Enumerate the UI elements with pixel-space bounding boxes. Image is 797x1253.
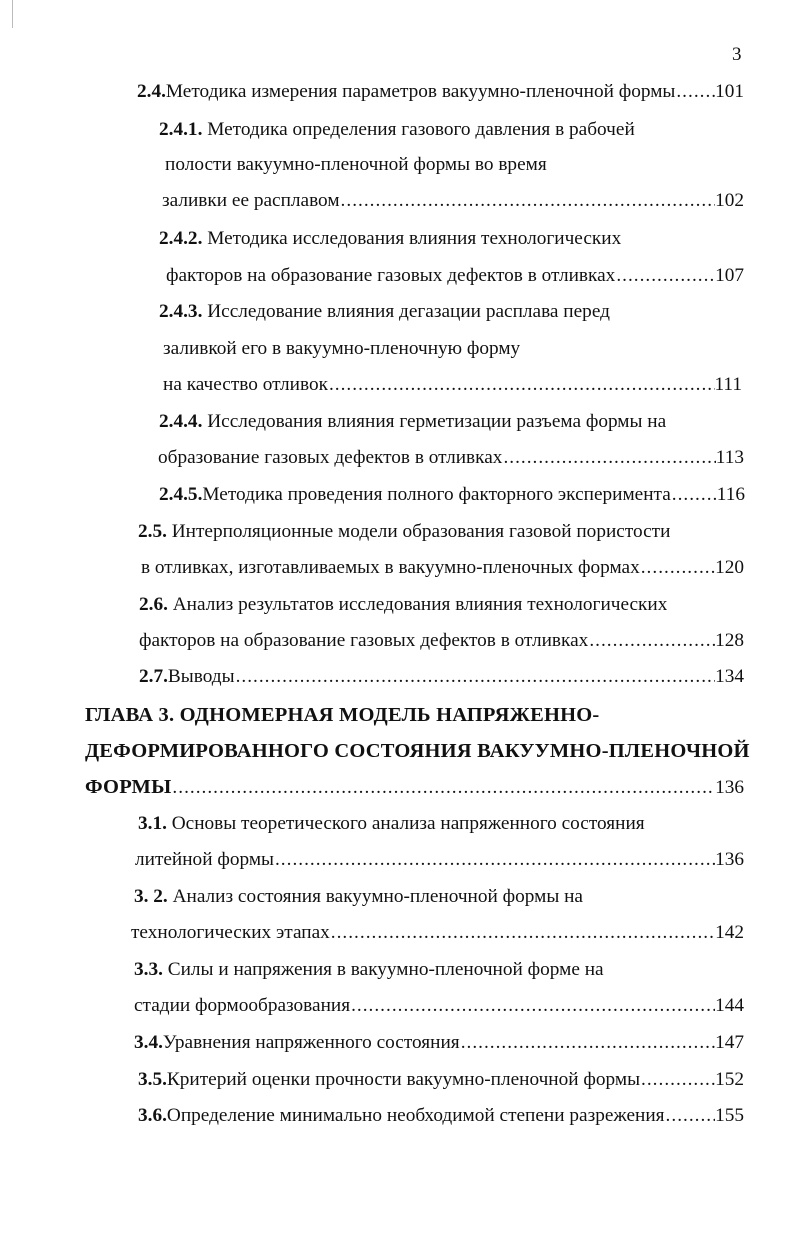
toc-entry-2-4-3-cont	[163, 337, 520, 361]
entry-number: 3.6.	[138, 1105, 167, 1126]
leader-dots	[641, 556, 715, 580]
entry-number: 2.5.	[138, 521, 167, 542]
chapter-title: ФОРМЫ	[85, 776, 172, 798]
toc-entry-2-4-1-end	[162, 189, 744, 213]
toc-entry-2-5	[138, 520, 670, 544]
entry-page: 113	[715, 447, 744, 468]
toc-entry-3-3	[134, 958, 604, 982]
toc-entry-3-5	[138, 1068, 744, 1092]
entry-title: Анализ состояния вакуумно-пленочной формы на	[167, 886, 583, 907]
entry-title: Методика проведения полного факторного эксперимента	[202, 484, 671, 505]
entry-title: стадии формообразования	[134, 995, 351, 1016]
entry-number: 3.1.	[138, 813, 167, 834]
entry-title: Исследования влияния герметизации разъема формы на	[202, 411, 667, 432]
toc-entry-2-4	[137, 80, 744, 104]
entry-title: заливкой его в вакуумно-пленочную форму	[163, 338, 521, 359]
leader-dots	[666, 1104, 716, 1128]
toc-entry-3-1	[138, 812, 645, 836]
toc-entry-3-1-end	[135, 848, 744, 872]
entry-title: технологических этапах	[131, 922, 330, 943]
toc-entry-2-4-3	[159, 300, 610, 324]
toc-entry-3-3-end	[134, 994, 744, 1018]
leader-dots	[676, 80, 715, 104]
entry-title: факторов на образование газовых дефектов в отливках	[166, 265, 616, 286]
entry-number: 2.6.	[139, 594, 168, 615]
entry-title: в отливках, изготавливаемых в вакуумно-пленочных формах	[141, 557, 640, 578]
entry-title: Методика определения газового давления в рабочей	[202, 119, 635, 140]
entry-number: 2.4.2.	[159, 228, 203, 249]
entry-title: образование газовых дефектов в отливках	[158, 447, 503, 468]
entry-title: Силы и напряжения в вакуумно-пленочной форме на	[162, 959, 604, 980]
entry-title: Интерполяционные модели образования газовой пористости	[166, 521, 671, 542]
entry-number: 3.5.	[138, 1069, 167, 1090]
chapter-title: ДЕФОРМИРОВАННОГО СОСТОЯНИЯ ВАКУУМНО-ПЛЕНОЧНОЙ	[85, 740, 750, 762]
entry-title: Основы теоретического анализа напряженного состояния	[166, 813, 645, 834]
leader-dots	[641, 1068, 715, 1092]
entry-page: 142	[715, 922, 744, 943]
entry-page: 144	[715, 995, 744, 1016]
entry-number: 2.7.	[139, 666, 168, 687]
entry-title: факторов на образование газовых дефектов в отливках	[139, 630, 589, 651]
entry-number: 2.4.	[137, 81, 166, 102]
chapter-3-heading-end	[85, 775, 744, 800]
entry-page: 152	[715, 1069, 744, 1090]
scan-edge-line	[12, 0, 13, 28]
leader-dots	[616, 264, 715, 288]
entry-page: 155	[715, 1105, 744, 1126]
toc-entry-2-6	[139, 593, 667, 617]
entry-page: 128	[715, 630, 744, 651]
leader-dots	[341, 189, 716, 213]
entry-page: 136	[715, 777, 744, 798]
toc-entry-2-5-end	[141, 556, 744, 580]
chapter-3-heading-line-2	[85, 739, 750, 763]
leader-dots	[672, 483, 717, 507]
entry-title: литейной формы	[135, 849, 274, 870]
entry-number: 2.4.3.	[159, 301, 203, 322]
chapter-title: ГЛАВА 3. ОДНОМЕРНАЯ МОДЕЛЬ НАПРЯЖЕННО-	[85, 704, 600, 726]
entry-page: 134	[715, 666, 744, 687]
toc-entry-3-6	[138, 1104, 744, 1128]
entry-number: 3.4.	[134, 1032, 163, 1053]
entry-number: 2.4.1.	[159, 119, 203, 140]
toc-entry-2-4-4	[159, 410, 666, 434]
toc-entry-2-4-2	[159, 227, 621, 251]
entry-title: Анализ результатов исследования влияния технологических	[167, 594, 668, 615]
entry-number: 3.3.	[134, 959, 163, 980]
toc-entry-3-2-end	[131, 921, 744, 945]
entry-page: 120	[715, 557, 744, 578]
entry-title: Определение минимально необходимой степени разрежения	[166, 1105, 665, 1126]
entry-page: 147	[715, 1032, 744, 1053]
entry-page: 111	[714, 374, 742, 395]
leader-dots	[503, 446, 715, 470]
toc-entry-2-4-3-end	[163, 373, 742, 397]
page-number: 3	[732, 44, 742, 65]
leader-dots	[275, 848, 715, 872]
leader-dots	[461, 1031, 715, 1055]
leader-dots	[236, 665, 716, 689]
toc-entry-2-4-1	[159, 118, 635, 142]
entry-number: 2.4.5.	[159, 484, 203, 505]
entry-title: Исследование влияния дегазации расплава перед	[202, 301, 610, 322]
entry-page: 101	[715, 81, 744, 102]
entry-title: Уравнения напряженного состояния	[162, 1032, 460, 1053]
entry-number: 3. 2.	[134, 886, 168, 907]
leader-dots	[351, 994, 715, 1018]
toc-entry-2-4-1-cont	[165, 153, 547, 177]
toc-entry-2-4-2-end	[166, 264, 744, 288]
toc-entry-2-6-end	[139, 629, 744, 653]
entry-title: полости вакуумно-пленочной формы во время	[165, 154, 547, 175]
leader-dots	[589, 629, 715, 653]
entry-title: Методика исследования влияния технологических	[202, 228, 622, 249]
entry-page: 107	[715, 265, 744, 286]
chapter-3-heading-line-1	[85, 703, 599, 727]
toc-entry-3-2	[134, 885, 583, 909]
entry-title: на качество отливок	[163, 374, 328, 395]
leader-dots	[172, 776, 715, 800]
entry-page: 102	[715, 190, 744, 211]
leader-dots	[331, 921, 715, 945]
toc-entry-3-4	[134, 1031, 744, 1055]
entry-page: 116	[716, 484, 745, 505]
entry-title: Критерий оценки прочности вакуумно-пленочной формы	[166, 1069, 641, 1090]
entry-title: Выводы	[167, 666, 235, 687]
toc-entry-2-7	[139, 665, 744, 689]
entry-title: заливки ее расплавом	[162, 190, 340, 211]
entry-page: 136	[715, 849, 744, 870]
toc-entry-2-4-5	[159, 483, 745, 507]
entry-title: Методика измерения параметров вакуумно-пленочной формы	[165, 81, 676, 102]
leader-dots	[329, 373, 715, 397]
toc-entry-2-4-4-end	[158, 446, 744, 470]
entry-number: 2.4.4.	[159, 411, 203, 432]
